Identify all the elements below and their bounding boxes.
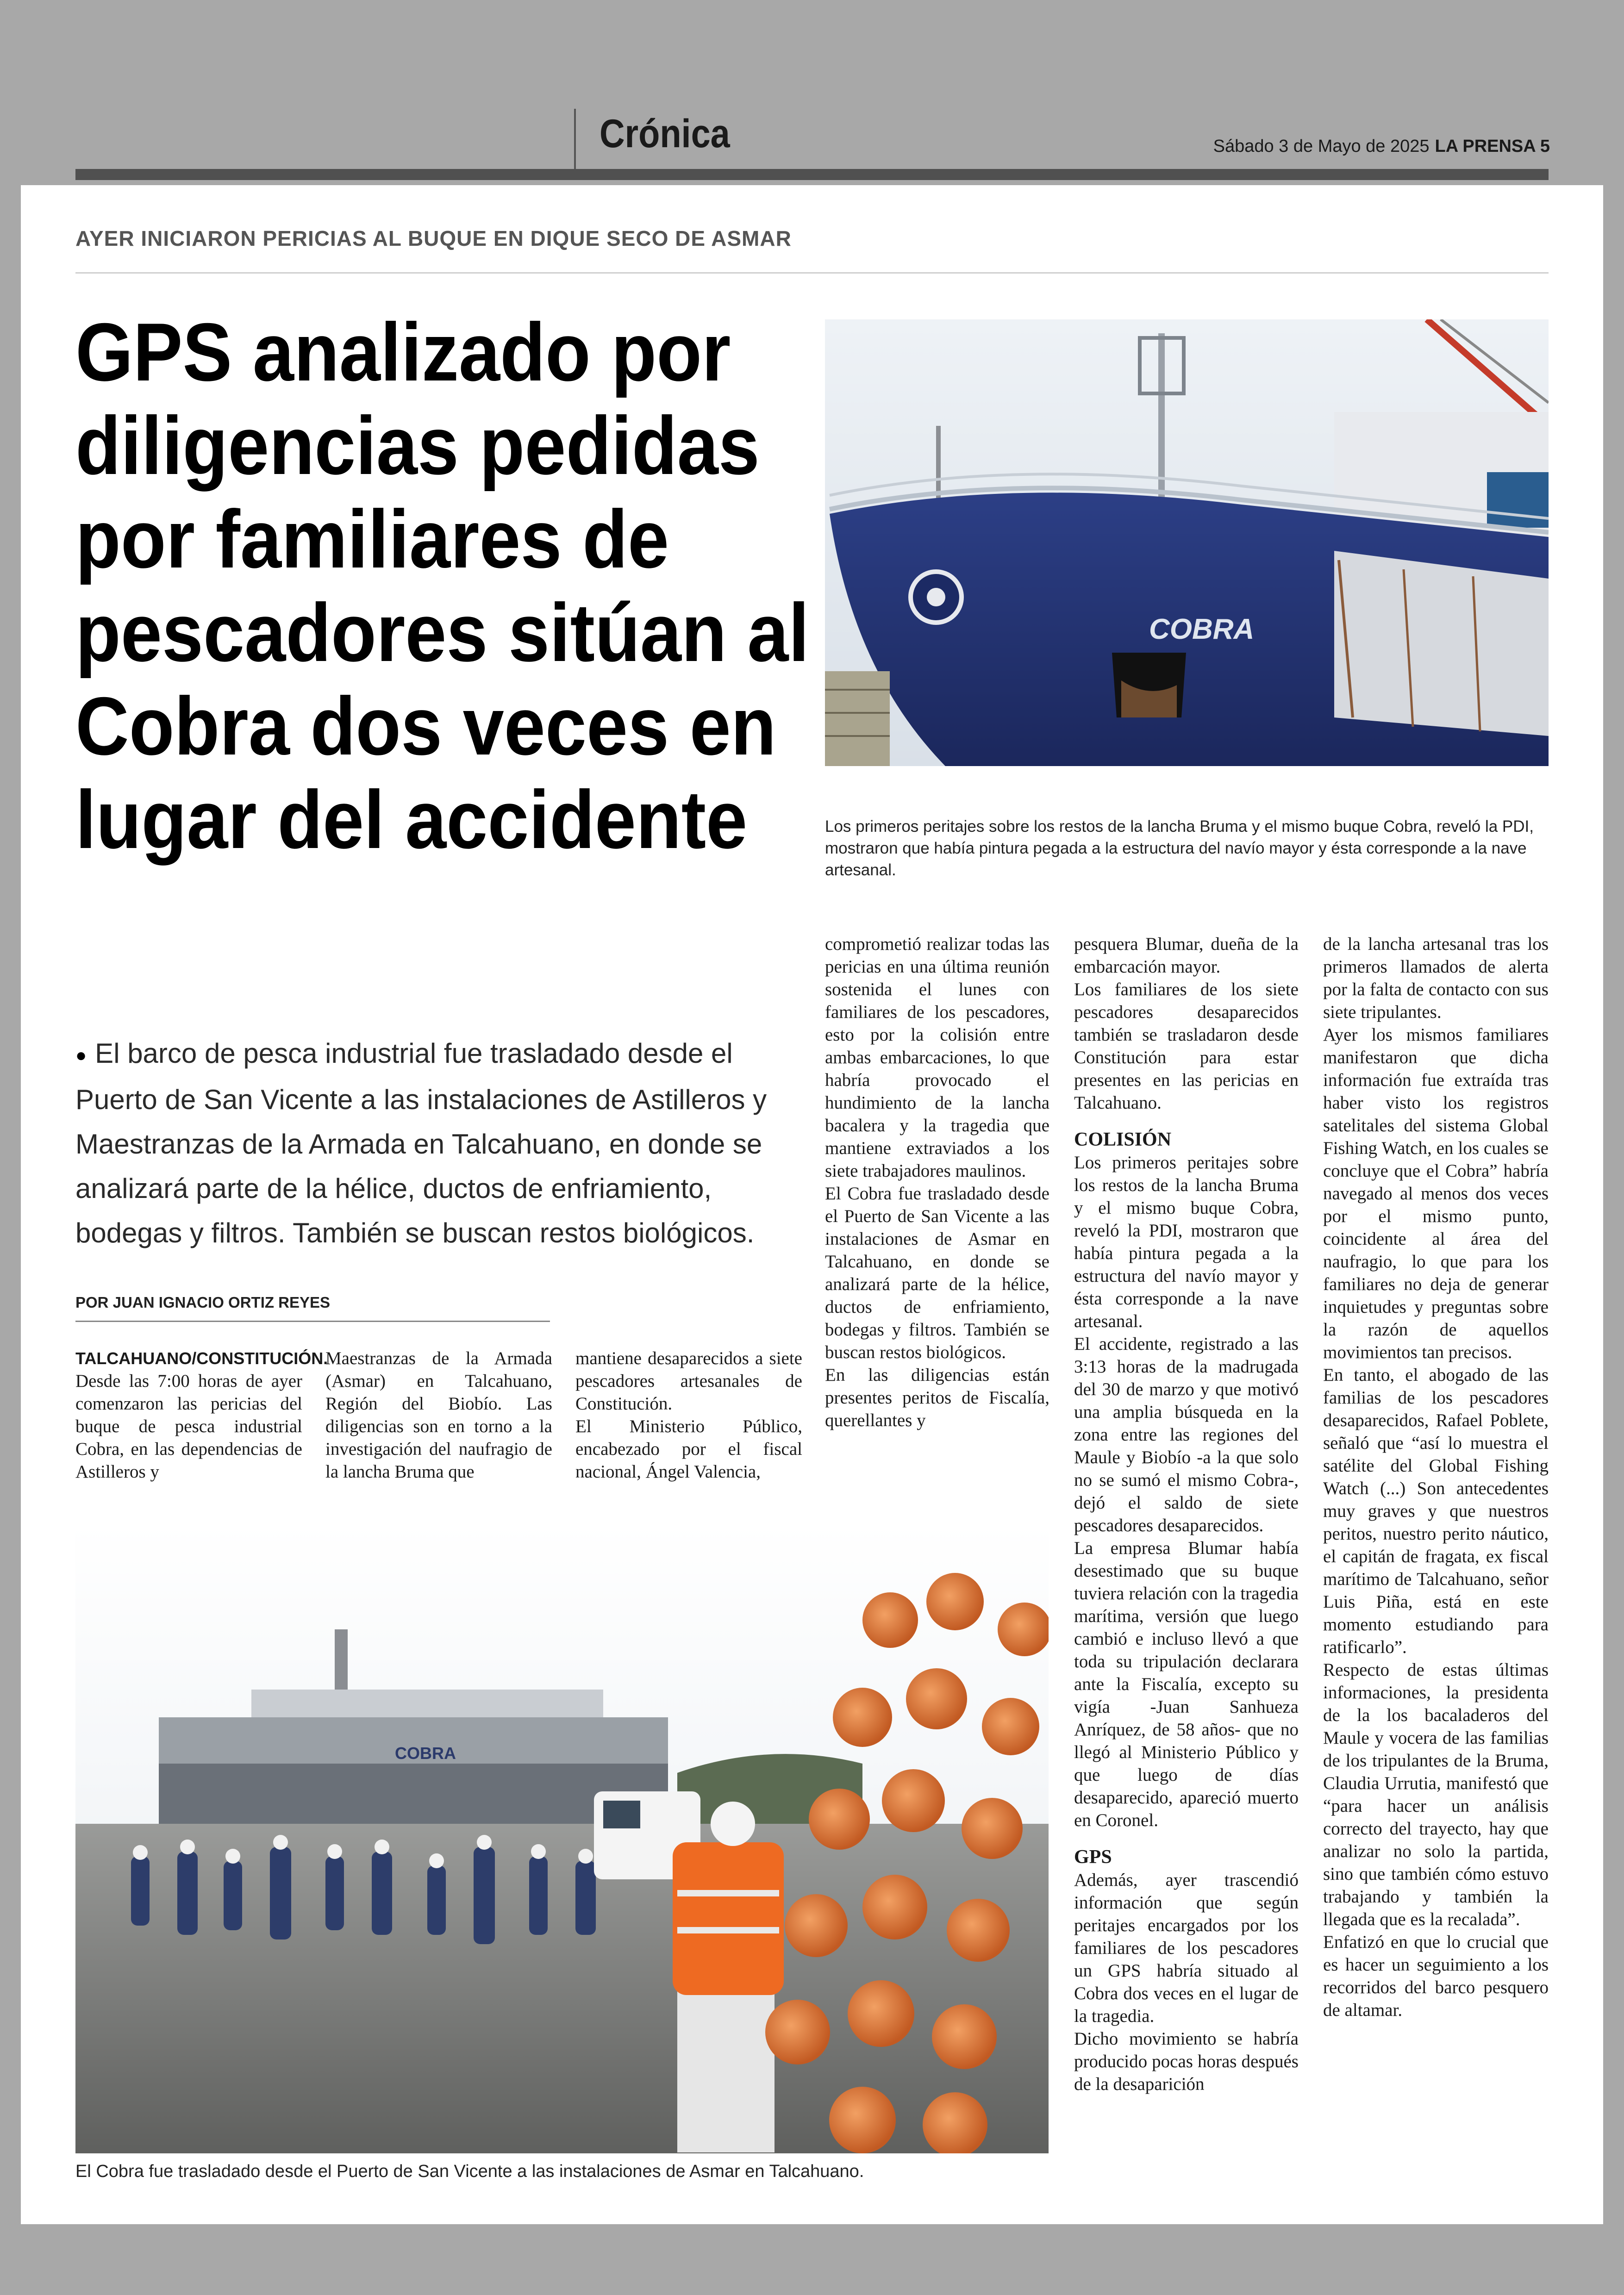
body-paragraph: Los primeros peritajes sobre los restos de la lancha Bruma y el mismo buque Cobra, reveló la PDI, mostraron que había pintura pegada a la estructura del navío mayor y ésta corresponde a la nave artesanal. xyxy=(1074,1153,1299,1331)
body-paragraph: Respecto de estas últimas informaciones, la presidenta de la los bacaladeros del Maule y vocera de las familias de los tripulantes de la Bruma, Claudia Urrutia, manifestó que “para hacer un análisis correcto del trayecto, hay que analizar no solo la partida, sino que también cómo estuvo trabajando y también la llegada que es la recalada”. xyxy=(1323,1660,1549,1929)
page-header xyxy=(0,0,1624,185)
publication-page: LA PRENSA 5 xyxy=(1435,137,1550,156)
kicker-rule xyxy=(75,272,1549,274)
body-paragraph: El accidente, registrado a las 3:13 horas de la madrugada del 30 de marzo y que motivó una amplia búsqueda en la zona entre las regiones del Maule y Biobío -a la que solo no se sumó el mismo Cobra-, dejó el saldo de siete pescadores desaparecidos. xyxy=(1074,1334,1299,1535)
body-column-5 xyxy=(1074,933,1299,2095)
body-paragraph: En las diligencias están presentes peritos de Fiscalía, querellantes y xyxy=(825,1365,1049,1430)
photo-caption: Los primeros peritajes sobre los restos de la lancha Bruma y el mismo buque Cobra, reveló la PDI, mostraron que había pintura pegada a la estructura del navío mayor y ésta corresponde a la nave artesanal. xyxy=(825,817,1534,879)
body-paragraph: Los familiares de los siete pescadores desaparecidos también se trasladaron desde Constitución para estar presentes en las pericias en Talcahuano. xyxy=(1074,979,1299,1113)
dock-illustration xyxy=(75,1523,1049,2153)
header-rule xyxy=(75,169,1549,180)
byline-rule xyxy=(75,1321,550,1322)
body-paragraph: Maestranzas de la Armada (Asmar) en Talcahuano, Región del Biobío. Las diligencias son en torno a la investigación del naufragio de la lancha Bruma que xyxy=(325,1348,552,1482)
byline: POR JUAN IGNACIO ORTIZ REYES xyxy=(75,1294,331,1311)
headline-line: por familiares de xyxy=(75,493,669,585)
body-paragraph: comprometió realizar todas las pericias en una última reunión sostenida el lunes con familiares de los pescadores, esto por la colisión entre ambas embarcaciones, lo que habría provocado el hundimiento de la lancha bacalera y la tragedia que mantiene extraviados a los siete trabajadores maulinos. xyxy=(825,934,1049,1181)
photo-dock-scene xyxy=(75,1523,1049,2153)
body-paragraph: El Ministerio Público, encabezado por el fiscal nacional, Ángel Valencia, xyxy=(575,1416,802,1482)
body-text: Desde las 7:00 horas de ayer comenzaron las pericias del buque de pesca industrial Cobra, en las dependencias de Astilleros y xyxy=(75,1371,302,1482)
hull-name: COBRA xyxy=(395,1744,456,1763)
body-paragraph xyxy=(75,1347,328,1483)
hull-name: COBRA xyxy=(1149,613,1255,645)
body-paragraph: Dicho movimiento se habría producido pocas horas después de la desaparición xyxy=(1074,2029,1299,2094)
folio xyxy=(1213,137,1550,156)
body-paragraph: El Cobra fue trasladado desde el Puerto de San Vicente a las instalaciones de Asmar en Talcahuano, en donde se analizará parte de la hélice, ductos de enfriamiento, bodegas y filtros. También se buscan restos biológicos. xyxy=(825,1184,1049,1362)
kicker: AYER INICIARON PERICIAS AL BUQUE EN DIQUE SECO DE ASMAR xyxy=(75,226,792,250)
body-paragraph: pesquera Blumar, dueña de la embarcación mayor. xyxy=(1074,934,1299,977)
body-column-3 xyxy=(575,1347,802,1483)
body-paragraph: mantiene desaparecidos a siete pescadores artesanales de Constitución. xyxy=(575,1348,802,1414)
body-paragraph: de la lancha artesanal tras los primeros llamados de alerta por la falta de contacto con sus siete tripulantes. xyxy=(1323,934,1549,1022)
body-column-1 xyxy=(75,1347,328,1483)
ship-illustration xyxy=(825,319,1549,766)
headline-line: pescadores sitúan al xyxy=(75,586,809,679)
header-divider xyxy=(574,109,576,171)
body-column-2 xyxy=(325,1347,552,1483)
dateline: TALCAHUANO/CONSTITUCIÓN. xyxy=(75,1349,328,1368)
photo-caption: El Cobra fue trasladado desde el Puerto de San Vicente a las instalaciones de Asmar en Talcahuano. xyxy=(75,2162,864,2181)
body-paragraph: Ayer los mismos familiares manifestaron que dicha información fue extraída tras haber visto los registros satelitales del sistema Global Fishing Watch, en los cuales se concluye que el Cobra” habría navegado al menos dos veces por el mismo punto, coincidente al área del naufragio, lo que para los familiares no deja de generar inquietudes y preguntas sobre la razón de aquellos movimientos tan precisos. xyxy=(1323,1025,1549,1362)
headline-line: diligencias pedidas xyxy=(75,399,760,492)
body-paragraph: Enfatizó en que lo crucial que es hacer un seguimiento a los recorridos del barco pesquero de altamar. xyxy=(1323,1932,1549,2020)
headline-line: GPS analizado por xyxy=(75,306,731,398)
subhead-colision: COLISIÓN xyxy=(1074,1129,1172,1150)
issue-date: Sábado 3 de Mayo de 2025 xyxy=(1213,137,1430,156)
subhead-gps: GPS xyxy=(1074,1846,1112,1868)
headline-line: Cobra dos veces en xyxy=(75,680,776,772)
headline-line: lugar del accidente xyxy=(75,773,748,866)
headline xyxy=(75,306,809,867)
body-paragraph: La empresa Blumar había desestimado que su buque tuviera relación con la tragedia marítima, versión que luego cambió e incluso llevó a que toda su tripulación declarara ante la Fiscalía, excepto su vigía -Juan Sanhueza Anríquez, de 58 años- que no llegó al Ministerio Público y que luego de días desaparecido, apareció muerto en Coronel. xyxy=(1074,1538,1299,1830)
body-paragraph: Además, ayer trascendió información que según peritajes encargados por los familiares de los pescadores un GPS habría situado al Cobra dos veces en el lugar de la tragedia. xyxy=(1074,1870,1299,2026)
bullet-icon: ● xyxy=(75,1045,87,1066)
body-paragraph: En tanto, el abogado de las familias de los pescadores desaparecidos, Rafael Poblete, señaló que “así lo muestra el satélite del Global Fishing Watch (...) Son antecedentes muy graves y que nuestros peritos, nuestro perito náutico, el capitán de fragata, ex fiscal marítimo de Talcahuano, señor Luis Piña, está en este momento estudiando para ratificarlo”. xyxy=(1323,1365,1549,1657)
deck-text: El barco de pesca industrial fue trasladado desde el Puerto de San Vicente a las instalaciones de Astilleros y Maestranzas de la Armada en Talcahuano, en donde se analizará parte de la hélice, ductos de enfriamiento, bodegas y filtros. También se buscan restos biológicos. xyxy=(75,1038,767,1249)
section-name: Crónica xyxy=(600,112,730,156)
deck xyxy=(75,1031,798,1255)
body-column-4 xyxy=(825,933,1049,1432)
body-column-6 xyxy=(1323,933,1549,2021)
photo-ship-cobra xyxy=(825,319,1549,766)
